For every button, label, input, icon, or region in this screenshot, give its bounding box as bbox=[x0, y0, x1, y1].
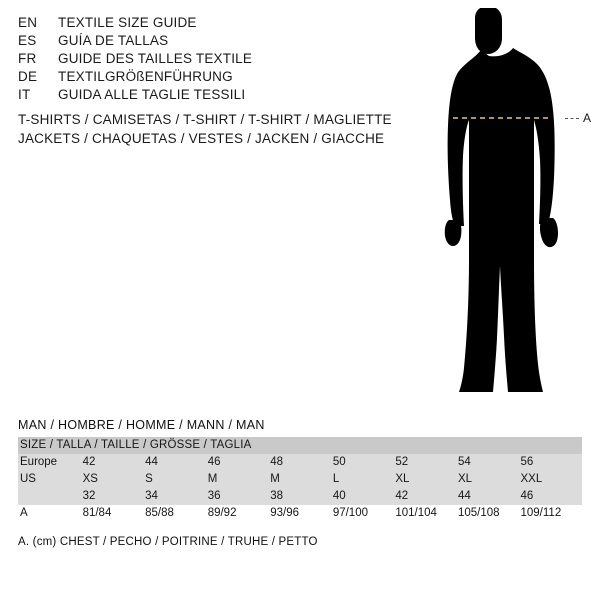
table-cell: 32 bbox=[81, 488, 144, 505]
table-cell: XL bbox=[456, 471, 519, 488]
table-cell: 52 bbox=[393, 454, 456, 471]
table-cell: XXL bbox=[519, 471, 583, 488]
row-label bbox=[18, 488, 81, 505]
table-row bbox=[18, 471, 582, 488]
language-code: EN bbox=[18, 15, 38, 30]
table-cell: 42 bbox=[393, 488, 456, 505]
language-code: DE bbox=[18, 69, 38, 84]
table-footnote: A. (cm) CHEST / PECHO / POITRINE / TRUHE / PETTO bbox=[18, 536, 318, 548]
table-cell: 42 bbox=[81, 454, 144, 471]
language-row bbox=[18, 32, 418, 50]
table-cell: XL bbox=[393, 471, 456, 488]
table-cell: 93/96 bbox=[268, 505, 331, 522]
language-title: GUÍA DE TALLAS bbox=[58, 33, 169, 48]
figure-illustration bbox=[415, 8, 590, 403]
language-row bbox=[18, 68, 418, 86]
table-cell: 56 bbox=[519, 454, 583, 471]
table-cell: 46 bbox=[519, 488, 583, 505]
language-title: GUIDA ALLE TAGLIE TESSILI bbox=[58, 87, 246, 102]
row-label: A bbox=[18, 505, 81, 522]
table-cell: 40 bbox=[331, 488, 394, 505]
category-jackets: JACKETS / CHAQUETAS / VESTES / JACKEN / GIACCHE bbox=[18, 131, 385, 146]
table-cell: 97/100 bbox=[331, 505, 394, 522]
row-label: Europe bbox=[18, 454, 81, 471]
table-row bbox=[18, 488, 582, 505]
category-list bbox=[18, 110, 438, 148]
language-row bbox=[18, 86, 418, 104]
table-cell: 105/108 bbox=[456, 505, 519, 522]
category-tshirts: T-SHIRTS / CAMISETAS / T-SHIRT / T-SHIRT / MAGLIETTE bbox=[18, 112, 392, 127]
language-code: ES bbox=[18, 33, 37, 48]
table-cell: 109/112 bbox=[519, 505, 583, 522]
table-cell: M bbox=[206, 471, 269, 488]
language-list bbox=[18, 14, 418, 104]
table-row bbox=[18, 505, 582, 522]
table-cell: 101/104 bbox=[393, 505, 456, 522]
table-cell: 89/92 bbox=[206, 505, 269, 522]
table-cell: 34 bbox=[143, 488, 206, 505]
language-row bbox=[18, 14, 418, 32]
row-label: US bbox=[18, 471, 81, 488]
measure-letter: A bbox=[583, 111, 592, 125]
table-cell: S bbox=[143, 471, 206, 488]
table-cell: XS bbox=[81, 471, 144, 488]
table-cell: 81/84 bbox=[81, 505, 144, 522]
table-cell: 48 bbox=[268, 454, 331, 471]
language-row bbox=[18, 50, 418, 68]
language-title: TEXTILGRÖßENFÜHRUNG bbox=[58, 69, 233, 84]
table-cell: 85/88 bbox=[143, 505, 206, 522]
table-header-row bbox=[18, 437, 582, 454]
table-cell: 46 bbox=[206, 454, 269, 471]
language-code: IT bbox=[18, 87, 31, 102]
table-header-label: SIZE / TALLA / TAILLE / GRÖSSE / TAGLIA bbox=[18, 437, 582, 454]
table-row bbox=[18, 454, 582, 471]
table-group-title: MAN / HOMBRE / HOMME / MANN / MAN bbox=[18, 418, 265, 432]
table-cell: L bbox=[331, 471, 394, 488]
table-cell: 44 bbox=[456, 488, 519, 505]
measure-leader-line bbox=[565, 118, 579, 119]
size-table-area bbox=[18, 418, 582, 548]
language-code: FR bbox=[18, 51, 37, 66]
table-cell: 44 bbox=[143, 454, 206, 471]
table-cell: 36 bbox=[206, 488, 269, 505]
table-cell: M bbox=[268, 471, 331, 488]
table-cell: 50 bbox=[331, 454, 394, 471]
language-title: GUIDE DES TAILLES TEXTILE bbox=[58, 51, 253, 66]
table-cell: 54 bbox=[456, 454, 519, 471]
man-silhouette-icon bbox=[415, 8, 590, 403]
language-title: TEXTILE SIZE GUIDE bbox=[58, 15, 197, 30]
measure-label-a bbox=[565, 111, 592, 125]
size-table bbox=[18, 437, 582, 522]
table-cell: 38 bbox=[268, 488, 331, 505]
